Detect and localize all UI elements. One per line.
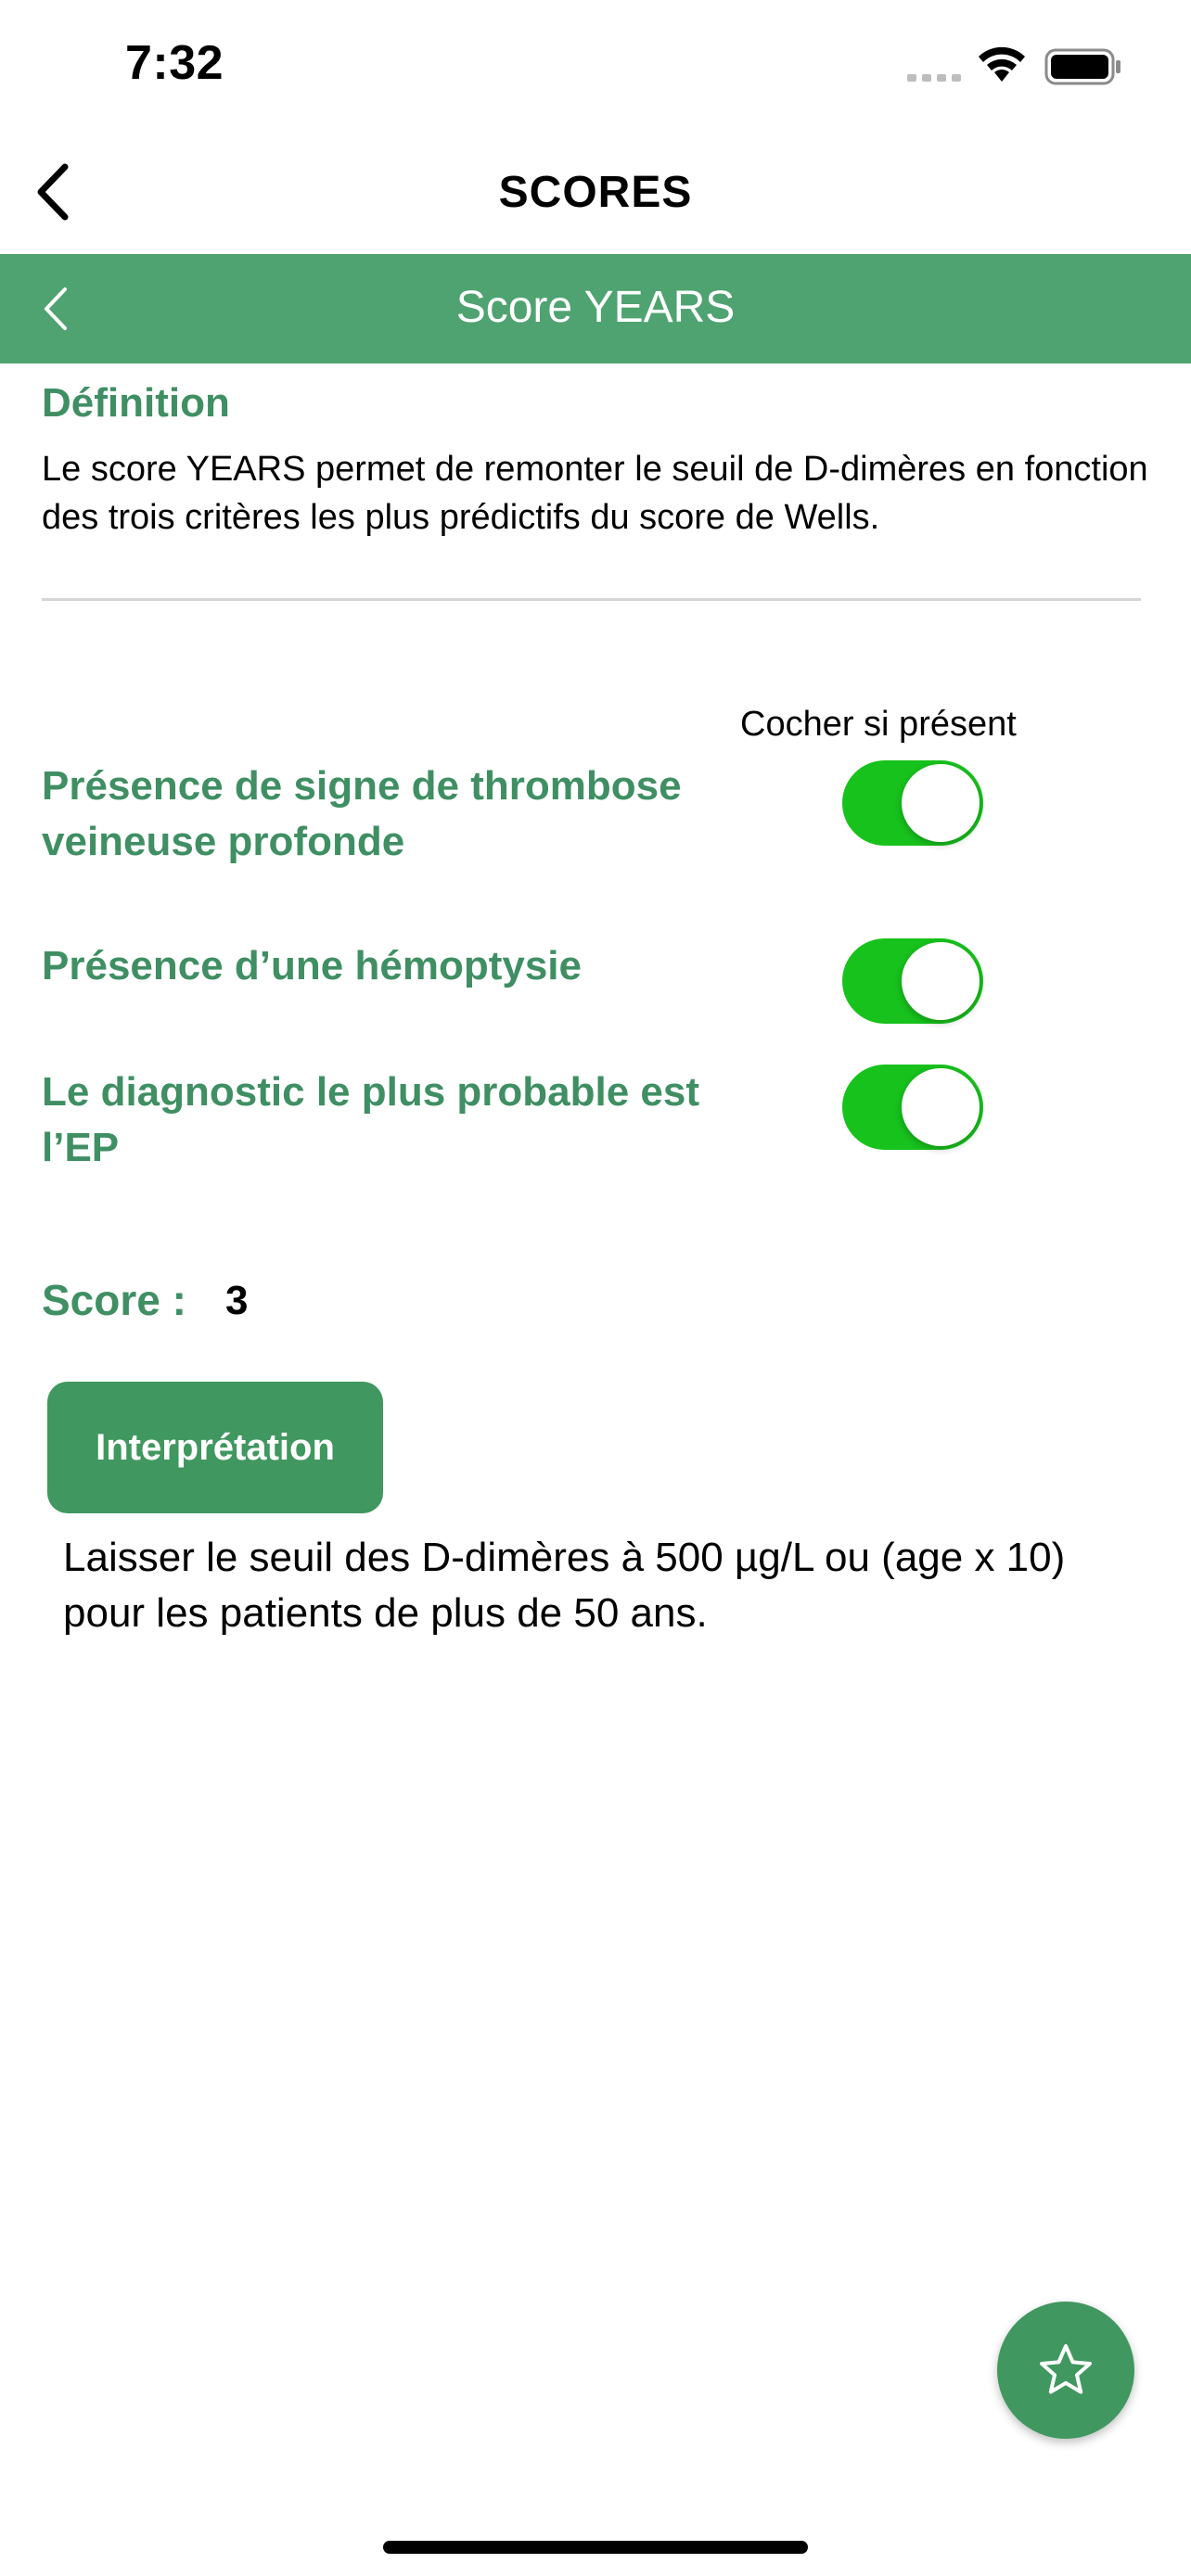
toggle-knob xyxy=(902,764,980,842)
score-value: 3 xyxy=(225,1278,249,1323)
page-title: SCORES xyxy=(498,168,693,217)
wifi-icon xyxy=(976,46,1028,85)
toggle-tvp[interactable] xyxy=(842,760,983,846)
cellular-signal-icon xyxy=(907,74,961,82)
toggle-ep[interactable] xyxy=(842,1065,983,1150)
criterion-label-ep: Le diagnostic le plus probable est l’EP xyxy=(42,1069,700,1170)
interpretation-button[interactable]: Interprétation xyxy=(47,1382,383,1513)
interpretation-text: Laisser le seuil des D-dimères à 500 µg/L ou (age x 10) pour les patients de plus de 50 ans. xyxy=(63,1535,1066,1636)
definition-title: Définition xyxy=(42,380,230,426)
battery-icon xyxy=(1044,48,1122,85)
star-icon xyxy=(1036,2340,1095,2400)
toggle-hemoptysie[interactable] xyxy=(842,938,983,1024)
criteria-header: Cocher si présent xyxy=(740,705,1017,744)
status-time: 7:32 xyxy=(125,36,224,90)
toggle-knob xyxy=(902,942,980,1020)
criterion-label-hemoptysie: Présence d’une hémoptysie xyxy=(42,943,582,988)
definition-text: Le score YEARS permet de remonter le seuil de D-dimères en fonction des trois critères les plus prédictifs du score de Wells. xyxy=(42,450,1148,537)
toggle-knob xyxy=(902,1068,980,1146)
home-indicator xyxy=(383,2541,808,2554)
divider xyxy=(42,598,1141,601)
status-bar xyxy=(0,0,1191,130)
score-label: Score : xyxy=(42,1276,186,1324)
criterion-label-tvp: Présence de signe de thrombose veineuse profonde xyxy=(42,763,682,864)
score-header xyxy=(0,254,1191,363)
navigation-bar xyxy=(0,130,1191,254)
favorite-button[interactable] xyxy=(997,2302,1134,2439)
score-title: Score YEARS xyxy=(455,283,736,332)
